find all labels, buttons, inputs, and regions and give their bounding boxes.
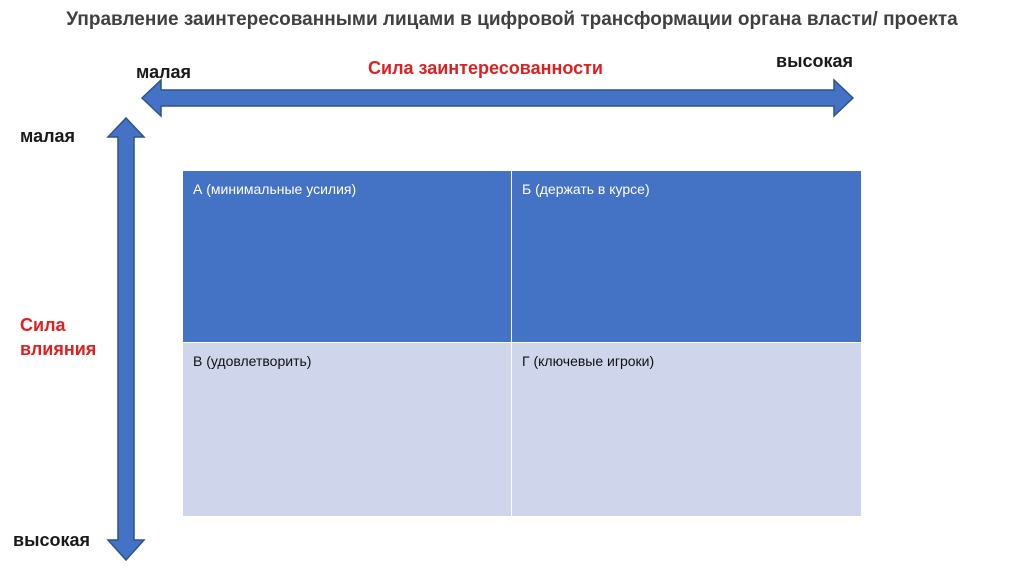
page-title: Управление заинтересованными лицами в цифровой трансформации органа власти/ проекта [66,9,958,30]
vertical-axis-arrow [108,118,144,560]
quadrant-v: В (удовлетворить) [182,342,511,516]
x-axis-low-label: малая [136,62,192,82]
x-axis-title: Сила заинтересованности [368,58,604,78]
quadrant-b: Б (держать в курсе) [511,170,861,342]
horizontal-axis-arrow [142,80,853,116]
y-axis-title-line1: Сила [20,315,66,335]
x-axis-high-label: высокая [776,51,853,71]
stakeholder-matrix [182,170,861,516]
quadrant-g: Г (ключевые игроки) [511,342,861,516]
y-axis-low-label: малая [20,126,76,146]
y-axis-high-label: высокая [13,530,90,550]
quadrant-a: А (минимальные усилия) [182,170,511,342]
y-axis-title-line2: влияния [20,339,97,359]
y-axis-title [20,313,96,361]
